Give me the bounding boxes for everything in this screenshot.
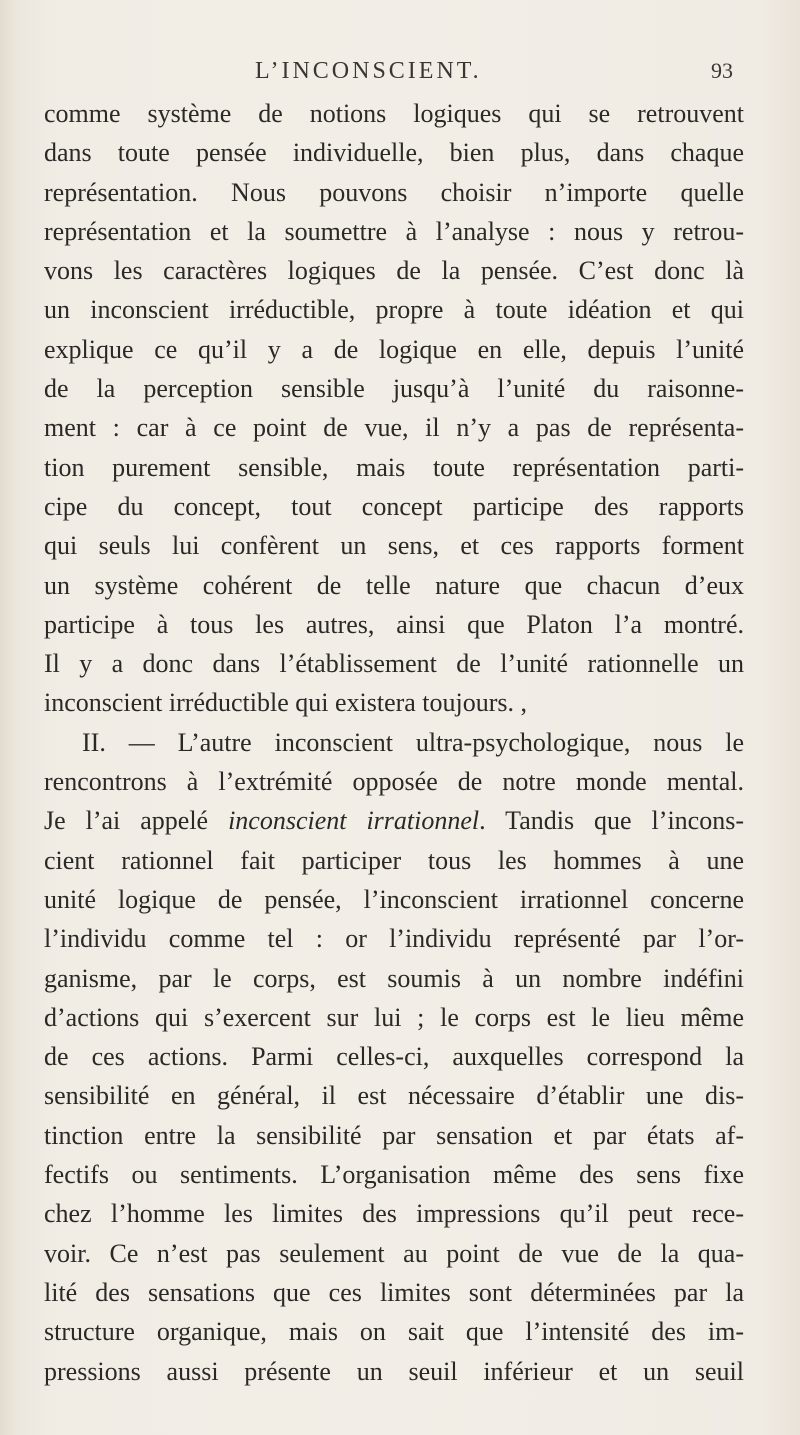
text-line: chez l’homme les limites des impressions qu’il peut rece- — [44, 1199, 744, 1229]
text-line: lité des sensations que ces limites sont déterminées par la — [44, 1277, 744, 1307]
text-line-with-emphasis — [44, 801, 744, 840]
text-line: représentation. Nous pouvons choisir n’importe quelle — [44, 177, 744, 207]
running-head — [0, 46, 800, 86]
text-line: un système cohérent de telle nature que chacun d’eux — [44, 570, 744, 600]
text-line: ment : car à ce point de vue, il n’y a pas de représenta- — [44, 413, 744, 443]
text-line: comme système de notions logiques qui se retrouvent — [44, 99, 744, 128]
emphasized-term: inconscient irrationnel — [228, 806, 480, 836]
text-line: représentation et la soumettre à l’analyse : nous y retrou- — [44, 216, 744, 246]
text-line: fectifs ou sentiments. L’organisation même des sens fixe — [44, 1160, 744, 1190]
text-line: un inconscient irréductible, propre à toute idéation et qui — [44, 295, 744, 325]
text-line: ganisme, par le corps, est soumis à un nombre indéfini — [44, 963, 744, 993]
text-line: de ces actions. Parmi celles-ci, auxquelles correspond la — [44, 1042, 744, 1072]
text-line: tion purement sensible, mais toute représentation parti- — [44, 452, 744, 482]
text-line: vons les caractères logiques de la pensée. C’est donc là — [44, 256, 744, 286]
text-line: tinction entre la sensibilité par sensation et par états af- — [44, 1120, 744, 1150]
text-line: rencontrons à l’extrémité opposée de notre monde mental. — [44, 767, 744, 797]
page-number: 93 — [711, 58, 733, 83]
text-line: qui seuls lui confèrent un sens, et ces rapports forment — [44, 531, 744, 561]
text-line: explique ce qu’il y a de logique en elle, depuis l’unité — [44, 334, 744, 364]
text-line: unité logique de pensée, l’inconscient irrationnel concerne — [44, 884, 744, 914]
text-line: participe à tous les autres, ainsi que Platon l’a montré. — [44, 609, 744, 639]
text-line: structure organique, mais on sait que l’intensité des im- — [44, 1317, 744, 1347]
running-title: L’INCONSCIENT. — [255, 58, 482, 84]
text-line: l’individu comme tel : or l’individu représenté par l’or- — [44, 924, 744, 954]
text-fragment: . Tandis que l’incons- — [479, 806, 744, 836]
body-text — [44, 94, 744, 1391]
text-line: cipe du concept, tout concept participe des rapports — [44, 491, 744, 521]
text-line: sensibilité en général, il est nécessaire d’établir une dis- — [44, 1081, 744, 1111]
text-line: inconscient irréductible qui existera toujours. , — [44, 688, 528, 718]
text-line: de la perception sensible jusqu’à l’unité du raisonne- — [44, 374, 744, 404]
text-line: pressions aussi présente un seuil inférieur et un seuil — [44, 1356, 744, 1386]
text-line: cient rationnel fait participer tous les hommes à une — [44, 845, 744, 875]
text-line: II. — L’autre inconscient ultra-psychologique, nous le — [82, 727, 744, 757]
text-line: voir. Ce n’est pas seulement au point de vue de la qua- — [44, 1238, 744, 1268]
text-line: dans toute pensée individuelle, bien plus, dans chaque — [44, 138, 744, 168]
text-line: d’actions qui s’exercent sur lui ; le corps est le lieu même — [44, 1002, 744, 1032]
text-fragment: Je l’ai appelé — [44, 806, 229, 836]
text-line: Il y a donc dans l’établissement de l’unité rationnelle un — [44, 649, 744, 679]
